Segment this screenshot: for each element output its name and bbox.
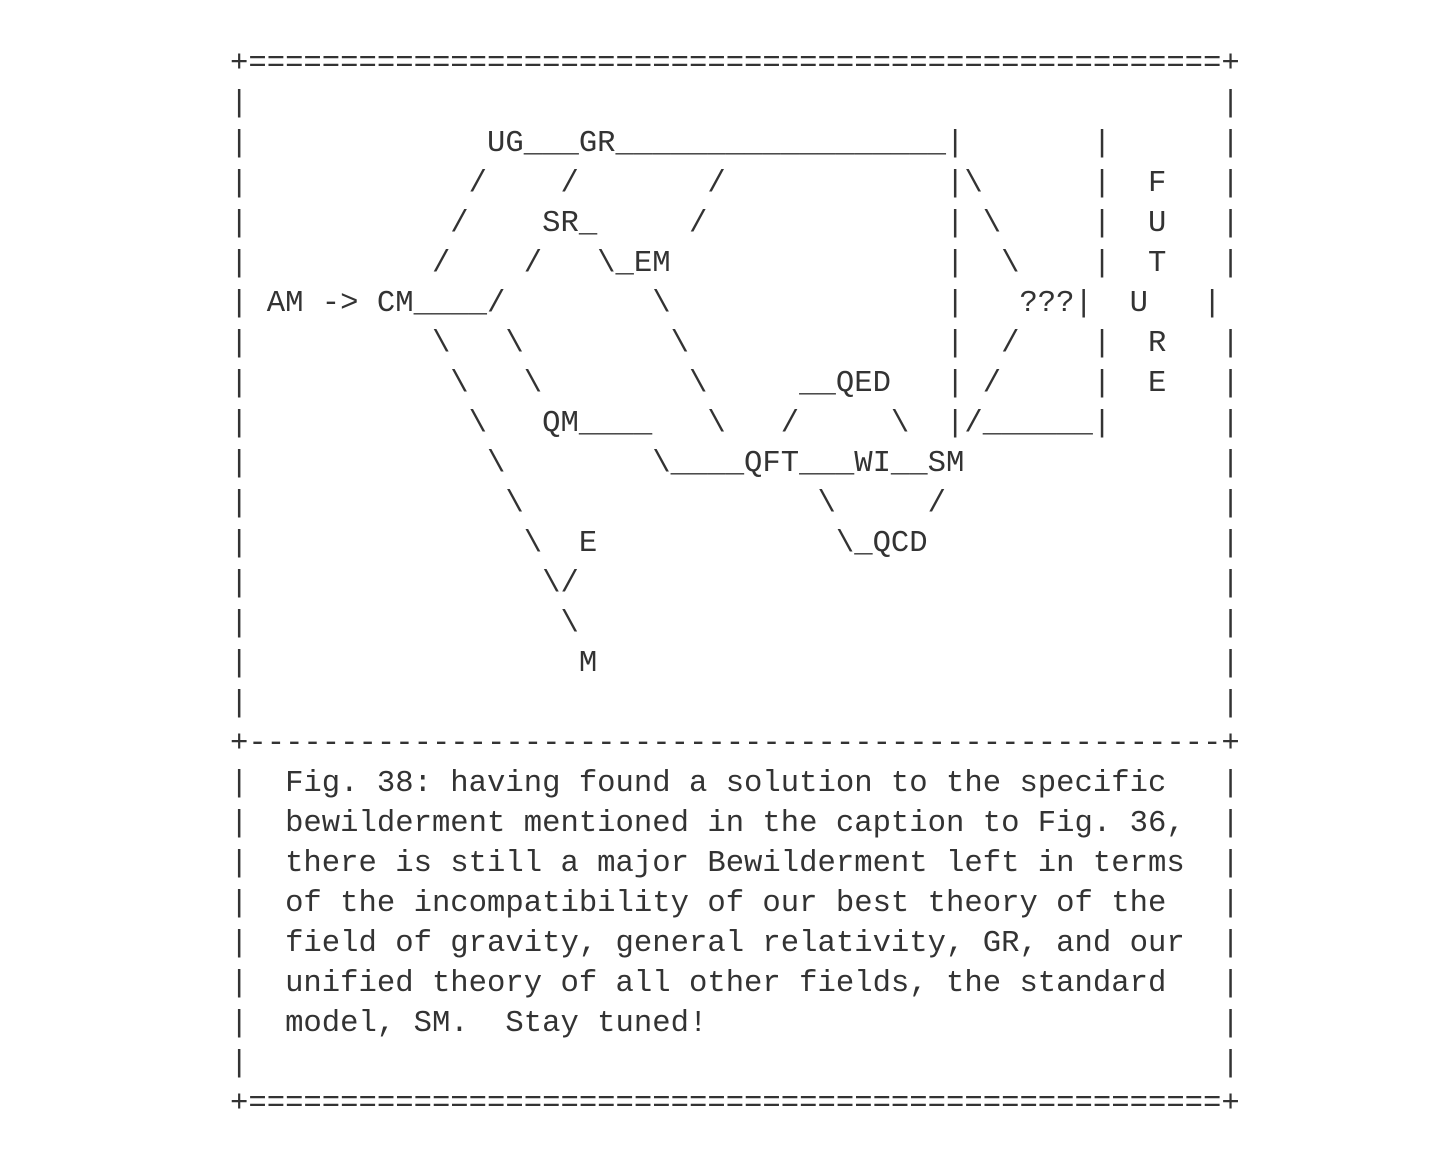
figure-line: | AM -> CM____/ \ | ???| U | xyxy=(230,287,1222,321)
figure-line: | bewilderment mentioned in the caption to Fig. 36, | xyxy=(230,807,1240,841)
figure-line: | of the incompatibility of our best theory of the | xyxy=(230,887,1240,921)
figure-line: | | xyxy=(230,87,1240,121)
figure-line: | model, SM. Stay tuned! | xyxy=(230,1007,1240,1041)
figure-line: | \ \ \ __QED | / | E | xyxy=(230,367,1240,401)
figure-line: | \/ | xyxy=(230,567,1240,601)
figure-line: | \ | xyxy=(230,607,1240,641)
ascii-diagram-figure xyxy=(230,44,1240,1124)
figure-line: | \ \ \ | / | R | xyxy=(230,327,1240,361)
figure-line: | \ \ / | xyxy=(230,487,1240,521)
figure-line: | | xyxy=(230,1047,1240,1081)
figure-line: | / SR_ / | \ | U | xyxy=(230,207,1240,241)
figure-line: | | xyxy=(230,687,1240,721)
figure-line: | \ QM____ \ / \ |/______| | xyxy=(230,407,1240,441)
figure-line: | / / / |\ | F | xyxy=(230,167,1240,201)
figure-line: | \ E \_QCD | xyxy=(230,527,1240,561)
figure-line: | M | xyxy=(230,647,1240,681)
figure-line: +=====================================================+ xyxy=(230,47,1240,81)
figure-line: | there is still a major Bewilderment left in terms | xyxy=(230,847,1240,881)
figure-line: +=====================================================+ xyxy=(230,1087,1240,1121)
figure-line: | \ \____QFT___WI__SM | xyxy=(230,447,1240,481)
figure-line: | UG___GR__________________| | | xyxy=(230,127,1240,161)
figure-line: +-----------------------------------------------------+ xyxy=(230,727,1240,761)
figure-line: | / / \_EM | \ | T | xyxy=(230,247,1240,281)
figure-line: | field of gravity, general relativity, GR, and our | xyxy=(230,927,1240,961)
figure-line: | Fig. 38: having found a solution to the specific | xyxy=(230,767,1240,801)
figure-line: | unified theory of all other fields, the standard | xyxy=(230,967,1240,1001)
